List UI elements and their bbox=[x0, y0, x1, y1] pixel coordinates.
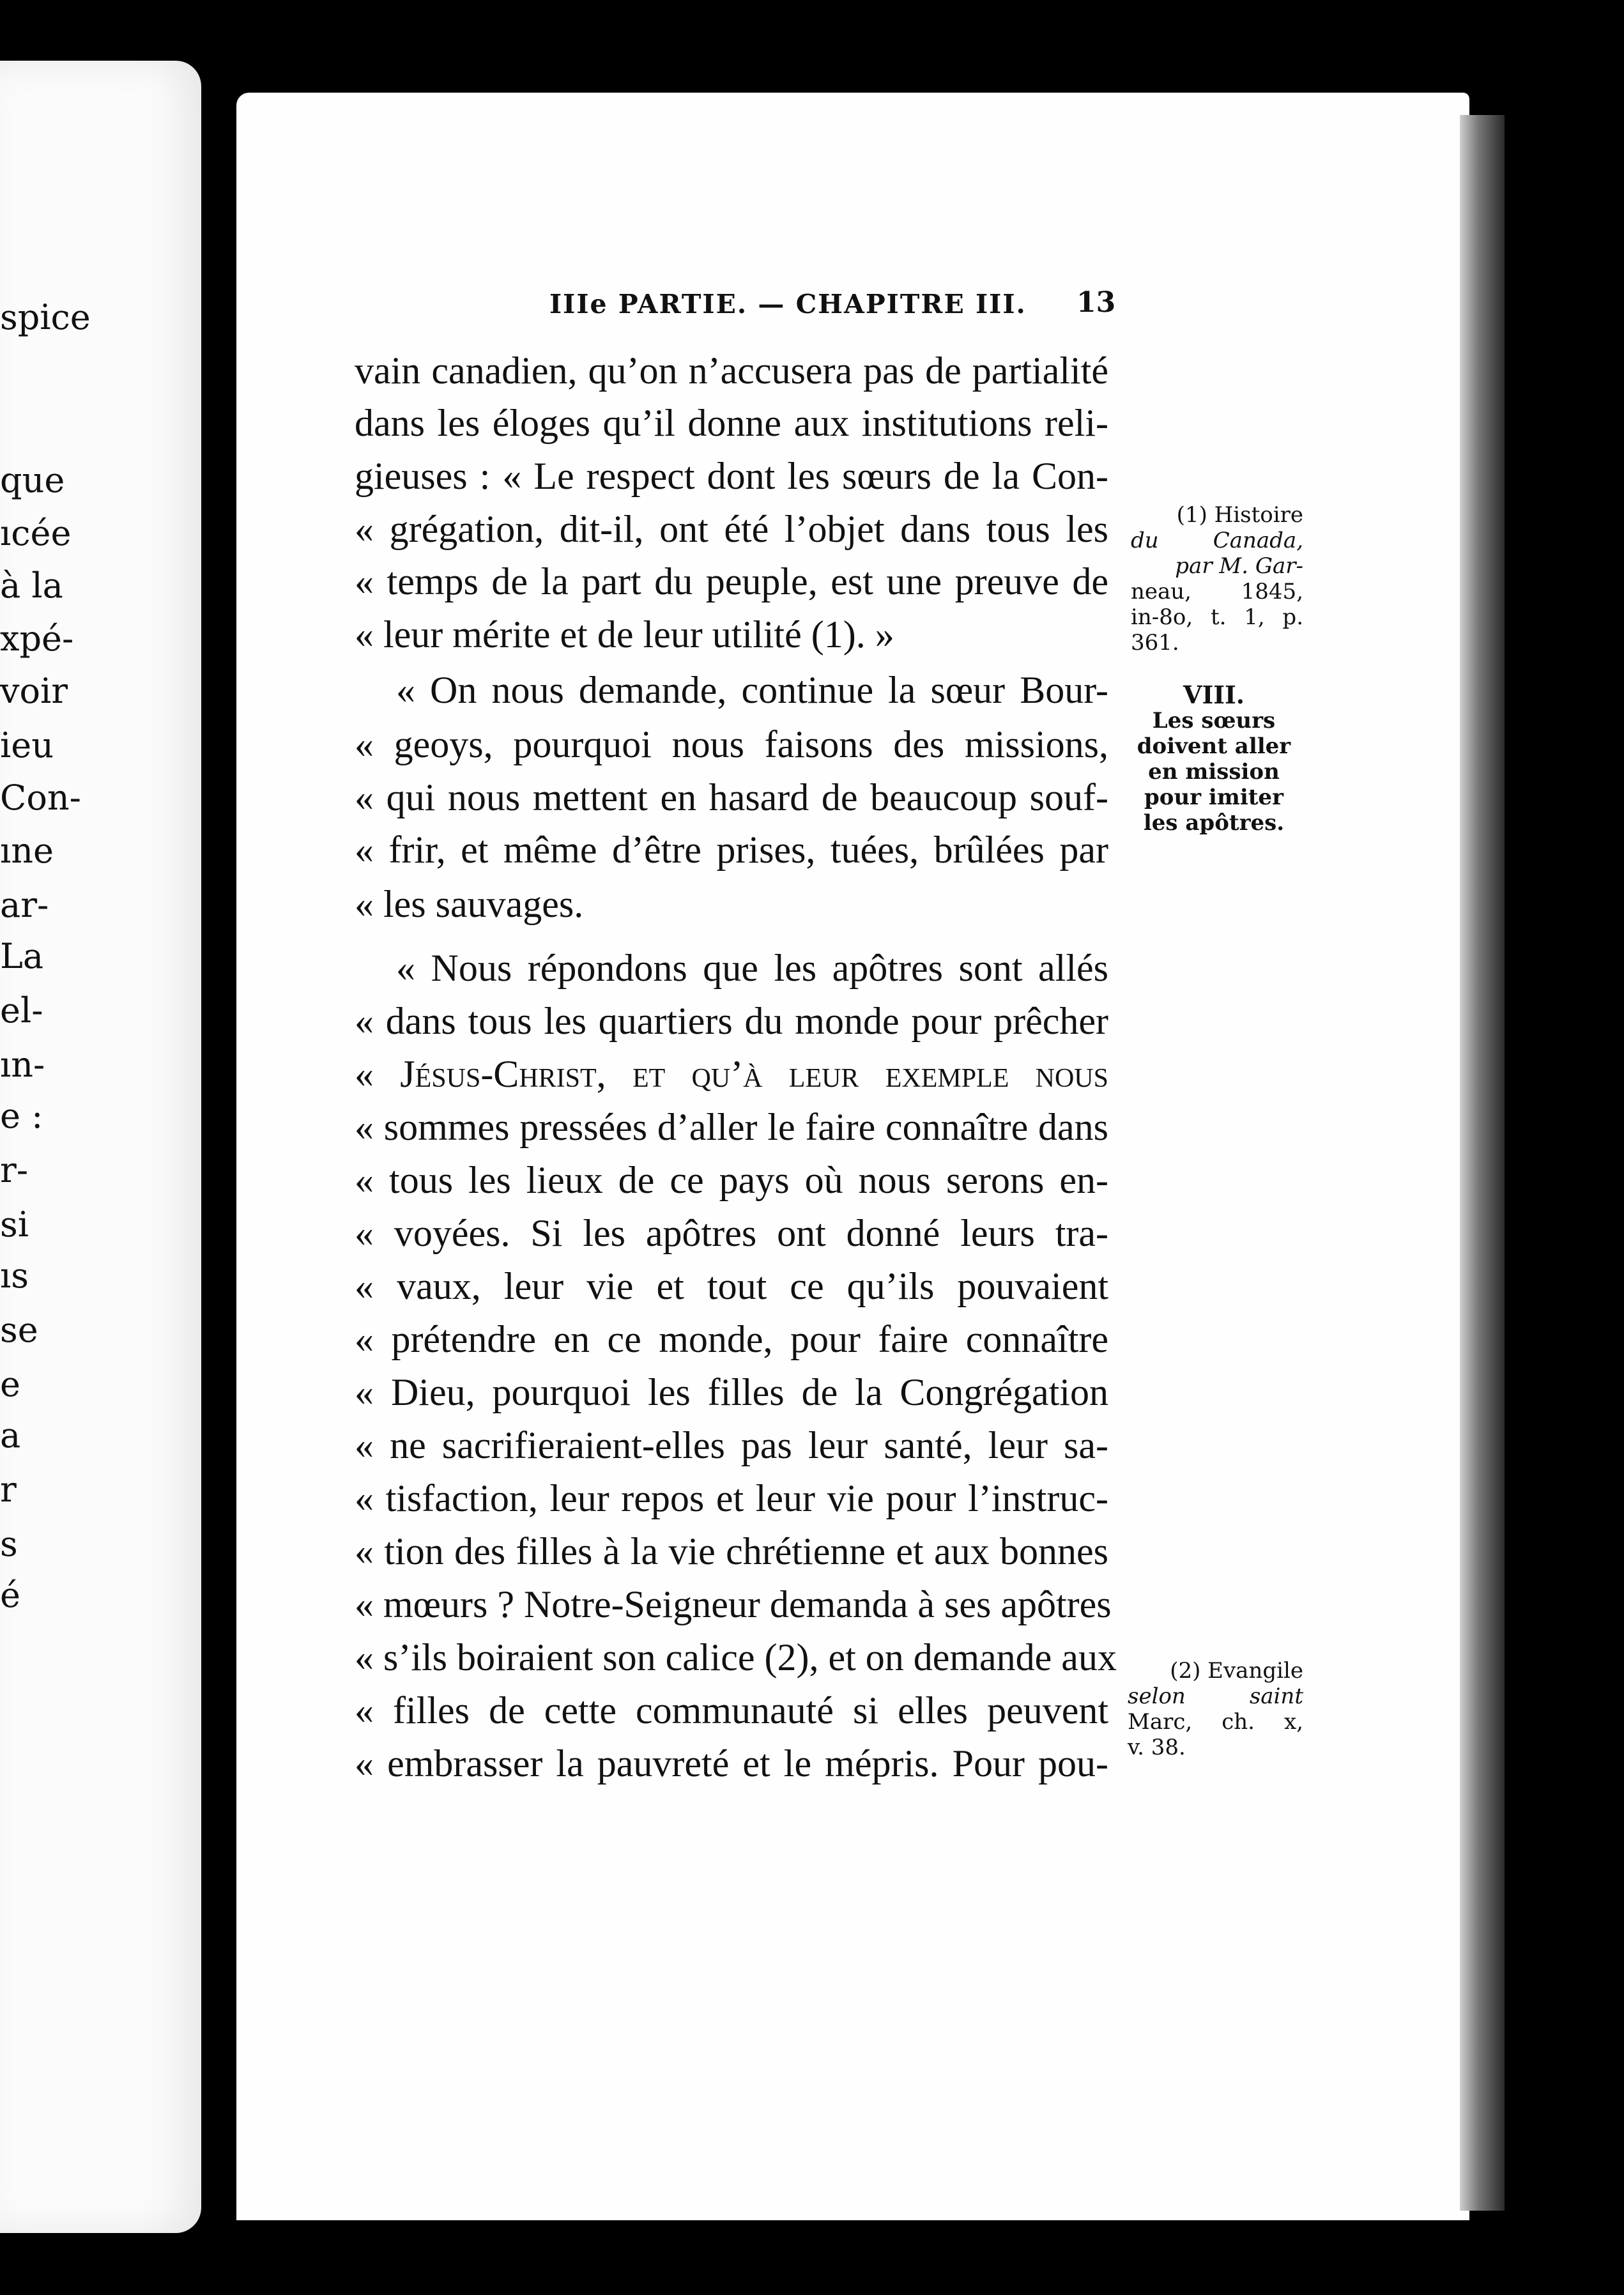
sidenote-number: VIII. bbox=[1183, 680, 1245, 709]
body-line: « tous les lieux de ce pays où nous serons en- bbox=[355, 1159, 1108, 1201]
left-page-text-fragment: a bbox=[0, 1415, 21, 1455]
footnote-line: (1) Histoire bbox=[1176, 502, 1303, 528]
body-line: « tion des filles à la vie chrétienne et aux bonnes bbox=[355, 1530, 1108, 1572]
body-line: « sommes pressées d’aller le faire connaître dans bbox=[355, 1106, 1108, 1148]
footnote-2 bbox=[1128, 1658, 1303, 1760]
left-page-text-fragment: é bbox=[0, 1575, 20, 1615]
left-page-text-fragment: La bbox=[0, 936, 44, 976]
body-line: « prétendre en ce monde, pour faire connaître bbox=[355, 1318, 1108, 1360]
body-line: « s’ils boiraient son calice (2), et on demande aux bbox=[355, 1636, 1117, 1678]
body-line: dans les éloges qu’il donne aux institutions reli- bbox=[355, 402, 1108, 444]
left-page-text-fragment: r bbox=[0, 1470, 17, 1510]
footnote-1 bbox=[1131, 502, 1303, 656]
left-page-text-fragment: ıs bbox=[0, 1255, 29, 1296]
body-line: « ne sacrifieraient-elles pas leur santé, leur sa- bbox=[355, 1424, 1108, 1466]
footnote-line: selon saint bbox=[1128, 1684, 1303, 1709]
sidenote-line: doivent aller bbox=[1137, 733, 1291, 759]
left-page-text-fragment: si bbox=[0, 1204, 29, 1245]
left-page-text-fragment: voir bbox=[0, 671, 68, 711]
left-page-text-fragment: r- bbox=[0, 1150, 29, 1190]
page-edge-shading bbox=[1460, 115, 1505, 2211]
body-line: « grégation, dit-il, ont été l’objet dans tous les bbox=[355, 508, 1108, 550]
left-page-text-fragment: e bbox=[0, 1364, 20, 1404]
body-line: « On nous demande, continue la sœur Bour- bbox=[396, 669, 1108, 711]
left-page-text-fragment: se bbox=[0, 1310, 38, 1350]
footnote-line: v. 38. bbox=[1128, 1735, 1186, 1760]
left-page-text-fragment: xpé- bbox=[0, 618, 74, 659]
left-page-text-fragment: Con- bbox=[0, 778, 81, 818]
footnote-line: du Canada, bbox=[1131, 528, 1303, 553]
left-page bbox=[0, 61, 201, 2233]
left-page-text-fragment: el- bbox=[0, 990, 43, 1031]
footnote-line: par M. Gar- bbox=[1175, 553, 1303, 579]
body-line: « Dieu, pourquoi les filles de la Congrégation bbox=[355, 1371, 1108, 1413]
body-line: « mœurs ? Notre-Seigneur demanda à ses apôtres bbox=[355, 1583, 1112, 1625]
footnote-line: in-8o, t. 1, p. bbox=[1131, 604, 1303, 630]
body-line: « Jésus-Christ, et qu’à leur exemple nous bbox=[355, 1053, 1108, 1095]
left-page-text-fragment: spice bbox=[0, 297, 91, 337]
body-line: « vaux, leur vie et tout ce qu’ils pouvaient bbox=[355, 1265, 1108, 1307]
page-number: 13 bbox=[1076, 286, 1116, 319]
body-line: « filles de cette communauté si elles peuvent bbox=[355, 1689, 1108, 1731]
body-line: « voyées. Si les apôtres ont donné leurs tra- bbox=[355, 1212, 1108, 1254]
sidenote-line: les apôtres. bbox=[1143, 810, 1285, 836]
running-head: IIIe PARTIE. — CHAPITRE III. bbox=[549, 289, 1027, 319]
body-line: vain canadien, qu’on n’accusera pas de partialité bbox=[355, 349, 1108, 392]
body-line: « frir, et même d’être prises, tuées, brûlées par bbox=[355, 829, 1108, 871]
left-page-text-fragment: e : bbox=[0, 1096, 43, 1136]
left-page-text-fragment: que bbox=[0, 460, 65, 500]
left-page-text-fragment: ieu bbox=[0, 725, 54, 765]
body-line: « qui nous mettent en hasard de beaucoup souf- bbox=[355, 776, 1108, 818]
left-page-text-fragment: s bbox=[0, 1524, 18, 1564]
left-page-text-fragment: à la bbox=[0, 565, 63, 606]
body-line: « leur mérite et de leur utilité (1). » bbox=[355, 613, 894, 656]
left-page-text-fragment: ar- bbox=[0, 885, 49, 925]
body-line: « tisfaction, leur repos et leur vie pour l’instruc- bbox=[355, 1477, 1108, 1519]
footnote-line: neau, 1845, bbox=[1131, 579, 1303, 604]
sidenote-line: pour imiter bbox=[1144, 785, 1283, 810]
footnote-line: (2) Evangile bbox=[1170, 1658, 1303, 1684]
left-page-text-fragment: ıne bbox=[0, 831, 54, 871]
body-line: « Nous répondons que les apôtres sont allés bbox=[396, 947, 1108, 989]
body-line: « temps de la part du peuple, est une preuve de bbox=[355, 560, 1108, 603]
body-line: « geoys, pourquoi nous faisons des missions, bbox=[355, 723, 1108, 765]
left-page-text-fragment: ın- bbox=[0, 1045, 45, 1085]
body-line: « embrasser la pauvreté et le mépris. Pour pou- bbox=[355, 1742, 1108, 1785]
left-page-text-fragment: ıcée bbox=[0, 513, 72, 553]
footnote-line: 361. bbox=[1131, 630, 1179, 656]
body-line: « dans tous les quartiers du monde pour prêcher bbox=[355, 1000, 1108, 1042]
body-line: « les sauvages. bbox=[355, 883, 584, 925]
sidenote-line: en mission bbox=[1148, 759, 1280, 785]
body-line: gieuses : « Le respect dont les sœurs de la Con- bbox=[355, 455, 1108, 497]
sidenote-line: Les sœurs bbox=[1152, 708, 1276, 733]
sidenote-section-viii bbox=[1118, 682, 1310, 836]
footnote-line: Marc, ch. x, bbox=[1128, 1709, 1303, 1735]
